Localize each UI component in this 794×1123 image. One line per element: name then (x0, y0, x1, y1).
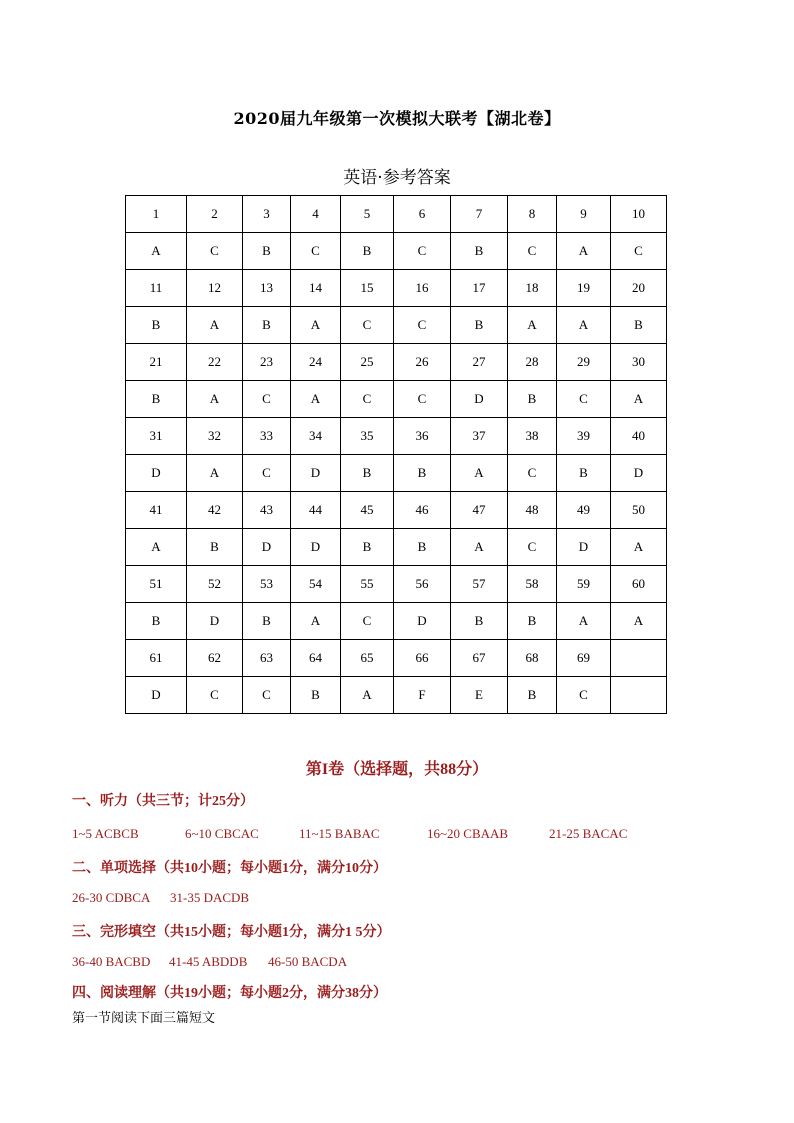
question-number-cell: 45 (341, 492, 394, 529)
answer-cell: C (243, 455, 291, 492)
question-number-cell: 3 (243, 196, 291, 233)
answer-cell: C (341, 307, 394, 344)
question-number-cell: 23 (243, 344, 291, 381)
question-number-cell: 67 (451, 640, 508, 677)
answer-cell: A (187, 381, 243, 418)
answer-group: 36-40 BACBD (72, 954, 151, 969)
question-number-cell: 2 (187, 196, 243, 233)
answer-cell: B (451, 603, 508, 640)
question-number-cell: 20 (611, 270, 667, 307)
answer-cell: A (611, 529, 667, 566)
answer-cell: C (243, 677, 291, 714)
part-one-title: 第I卷（选择题，共88分） (305, 761, 489, 778)
question-number-cell: 25 (341, 344, 394, 381)
question-number-cell: 1 (126, 196, 187, 233)
question-number-cell: 12 (187, 270, 243, 307)
answer-cell: A (341, 677, 394, 714)
answer-cell: B (291, 677, 341, 714)
question-number-cell (611, 640, 667, 677)
question-number-row (126, 418, 667, 455)
question-number-cell: 40 (611, 418, 667, 455)
answer-cell: D (126, 677, 187, 714)
question-number-cell: 6 (394, 196, 451, 233)
answer-row (126, 233, 667, 270)
question-number-cell: 41 (126, 492, 187, 529)
answer-cell: D (291, 455, 341, 492)
question-number-cell: 13 (243, 270, 291, 307)
question-number-cell: 11 (126, 270, 187, 307)
answer-group: 16~20 CBAAB (427, 826, 509, 841)
question-number-cell: 48 (508, 492, 557, 529)
question-number-cell: 7 (451, 196, 508, 233)
answer-cell: C (187, 677, 243, 714)
question-number-cell: 54 (291, 566, 341, 603)
answer-row (126, 529, 667, 566)
answer-row (126, 307, 667, 344)
question-number-cell: 31 (126, 418, 187, 455)
answer-group: 21-25 BACAC (549, 826, 628, 841)
question-number-row (126, 196, 667, 233)
answer-group: 11~15 BABAC (299, 826, 380, 841)
answer-cell: C (394, 307, 451, 344)
question-number-cell: 63 (243, 640, 291, 677)
answer-cell: A (291, 307, 341, 344)
answer-cell: A (508, 307, 557, 344)
answer-cell: B (451, 307, 508, 344)
answer-cell: C (508, 233, 557, 270)
answer-cell: C (341, 381, 394, 418)
question-number-row (126, 492, 667, 529)
answer-cell: D (187, 603, 243, 640)
answer-cell: B (126, 381, 187, 418)
answer-cell: B (394, 455, 451, 492)
answer-cell: C (508, 529, 557, 566)
answer-cell (611, 677, 667, 714)
answer-cell: C (508, 455, 557, 492)
answer-cell: C (341, 603, 394, 640)
answer-cell: B (508, 677, 557, 714)
answer-cell: A (557, 307, 611, 344)
question-number-cell: 52 (187, 566, 243, 603)
answer-cell: B (508, 603, 557, 640)
question-number-cell: 4 (291, 196, 341, 233)
question-number-cell: 64 (291, 640, 341, 677)
answer-cell: C (187, 233, 243, 270)
question-number-cell: 33 (243, 418, 291, 455)
question-number-cell: 5 (341, 196, 394, 233)
answer-cell: B (508, 381, 557, 418)
question-number-cell: 65 (341, 640, 394, 677)
question-number-cell: 61 (126, 640, 187, 677)
question-number-row (126, 344, 667, 381)
section-single-choice-heading: 二、单项选择（共10小题；每小题1分，满分10分） (72, 861, 387, 876)
answer-cell: A (557, 603, 611, 640)
answer-cell: C (611, 233, 667, 270)
question-number-cell: 62 (187, 640, 243, 677)
answer-cell: B (611, 307, 667, 344)
answer-cell: D (394, 603, 451, 640)
document-subtitle: 英语·参考答案 (343, 168, 451, 188)
question-number-cell: 26 (394, 344, 451, 381)
answer-cell: D (291, 529, 341, 566)
answer-group: 1~5 ACBCB (72, 826, 139, 841)
question-number-cell: 55 (341, 566, 394, 603)
question-number-cell: 68 (508, 640, 557, 677)
answer-cell: B (243, 307, 291, 344)
answer-row (126, 455, 667, 492)
question-number-cell: 57 (451, 566, 508, 603)
question-number-cell: 21 (126, 344, 187, 381)
answer-cell: B (451, 233, 508, 270)
question-number-cell: 47 (451, 492, 508, 529)
answer-cell: D (557, 529, 611, 566)
answer-cell: C (243, 381, 291, 418)
question-number-cell: 8 (508, 196, 557, 233)
answer-cell: A (291, 381, 341, 418)
question-number-cell: 15 (341, 270, 394, 307)
answer-cell: D (243, 529, 291, 566)
answer-cell: D (126, 455, 187, 492)
answer-cell: A (291, 603, 341, 640)
answer-cell: C (557, 677, 611, 714)
question-number-cell: 39 (557, 418, 611, 455)
answer-cell: D (611, 455, 667, 492)
reading-note: 第一节阅读下面三篇短文 (72, 1010, 216, 1025)
question-number-cell: 24 (291, 344, 341, 381)
question-number-cell: 22 (187, 344, 243, 381)
answer-group: 26-30 CDBCA (72, 890, 151, 905)
question-number-cell: 30 (611, 344, 667, 381)
question-number-cell: 46 (394, 492, 451, 529)
question-number-cell: 27 (451, 344, 508, 381)
answer-cell: A (187, 455, 243, 492)
question-number-cell: 58 (508, 566, 557, 603)
section-listening-heading: 一、听力（共三节；计25分） (72, 794, 254, 809)
question-number-cell: 37 (451, 418, 508, 455)
question-number-cell: 19 (557, 270, 611, 307)
answer-cell: B (126, 603, 187, 640)
answer-cell: A (451, 455, 508, 492)
question-number-cell: 43 (243, 492, 291, 529)
answer-cell: B (126, 307, 187, 344)
question-number-cell: 17 (451, 270, 508, 307)
answer-cell: B (394, 529, 451, 566)
question-number-cell: 32 (187, 418, 243, 455)
answer-cell: B (557, 455, 611, 492)
answer-cell: C (557, 381, 611, 418)
answer-cell: A (557, 233, 611, 270)
answer-cell: A (126, 529, 187, 566)
question-number-cell: 9 (557, 196, 611, 233)
answer-cell: B (341, 233, 394, 270)
question-number-cell: 50 (611, 492, 667, 529)
answer-group: 41-45 ABDDB (169, 954, 248, 969)
question-number-cell: 59 (557, 566, 611, 603)
question-number-row (126, 270, 667, 307)
answer-row (126, 677, 667, 714)
answer-cell: A (611, 381, 667, 418)
question-number-cell: 29 (557, 344, 611, 381)
answer-cell: B (187, 529, 243, 566)
question-number-cell: 56 (394, 566, 451, 603)
question-number-cell: 42 (187, 492, 243, 529)
answer-cell: A (611, 603, 667, 640)
question-number-cell: 51 (126, 566, 187, 603)
answer-cell: B (243, 603, 291, 640)
question-number-cell: 53 (243, 566, 291, 603)
question-number-row (126, 566, 667, 603)
section-reading-heading: 四、阅读理解（共19小题；每小题2分，满分38分） (72, 986, 387, 1001)
question-number-cell: 14 (291, 270, 341, 307)
answer-cell: D (451, 381, 508, 418)
answer-cell: B (243, 233, 291, 270)
question-number-cell: 34 (291, 418, 341, 455)
question-number-cell: 44 (291, 492, 341, 529)
answer-table (125, 195, 667, 714)
answer-row (126, 381, 667, 418)
answer-cell: B (341, 529, 394, 566)
question-number-cell: 16 (394, 270, 451, 307)
question-number-cell: 66 (394, 640, 451, 677)
answer-cell: A (126, 233, 187, 270)
answer-group: 6~10 CBCAC (185, 826, 259, 841)
question-number-cell: 60 (611, 566, 667, 603)
document-title: 2020届九年级第一次模拟大联考【湖北卷】 (233, 109, 561, 128)
answer-cell: A (187, 307, 243, 344)
question-number-cell: 38 (508, 418, 557, 455)
answer-cell: C (394, 233, 451, 270)
question-number-cell: 35 (341, 418, 394, 455)
question-number-cell: 36 (394, 418, 451, 455)
question-number-cell: 18 (508, 270, 557, 307)
answer-cell: B (341, 455, 394, 492)
answer-cell: C (394, 381, 451, 418)
question-number-cell: 69 (557, 640, 611, 677)
answer-row (126, 603, 667, 640)
answer-cell: A (451, 529, 508, 566)
answer-cell: E (451, 677, 508, 714)
question-number-cell: 10 (611, 196, 667, 233)
answer-group: 46-50 BACDA (268, 954, 348, 969)
question-number-cell: 28 (508, 344, 557, 381)
answer-group: 31-35 DACDB (170, 890, 250, 905)
answer-cell: F (394, 677, 451, 714)
question-number-cell: 49 (557, 492, 611, 529)
question-number-row (126, 640, 667, 677)
section-cloze-heading: 三、完形填空（共15小题；每小题1分，满分1 5分） (72, 925, 391, 940)
answer-cell: C (291, 233, 341, 270)
